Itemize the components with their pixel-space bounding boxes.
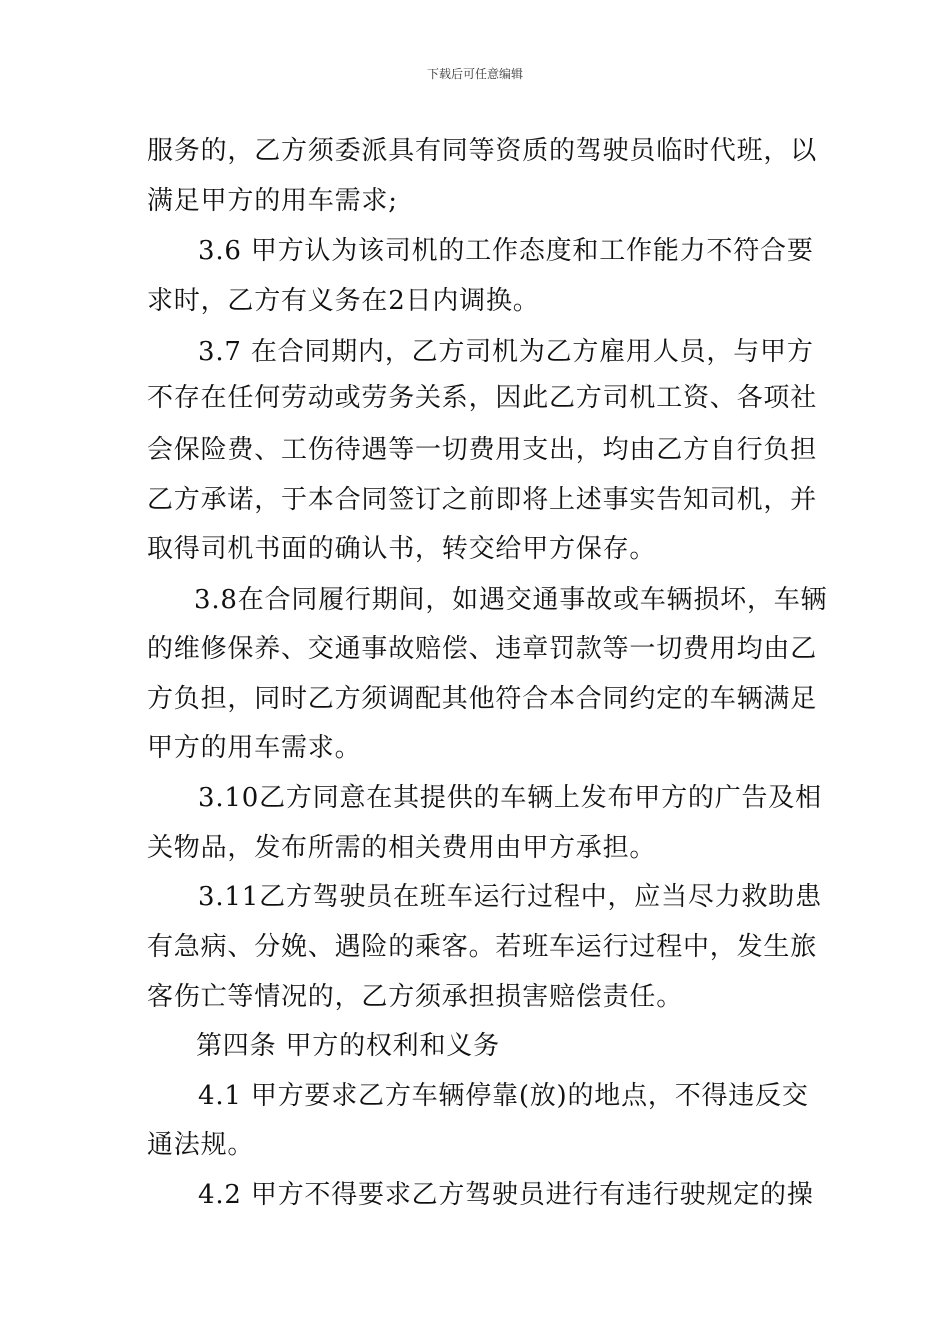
text-line: 不存在任何劳动或劳务关系，因此乙方司机工资、各项社: [147, 383, 818, 413]
text-line: 求时，乙方有义务在2日内调换。: [147, 286, 540, 316]
text-line: 的维修保养、交通事故赔偿、违章罚款等一切费用均由乙: [147, 634, 818, 664]
text-line: 客伤亡等情况的，乙方须承担损害赔偿责任。: [147, 982, 684, 1012]
text-line: 3.11乙方驾驶员在班车运行过程中，应当尽力救助患: [198, 882, 822, 912]
page-header: 下载后可任意编辑: [426, 67, 523, 81]
text-line: 取得司机书面的确认书，转交给甲方保存。: [147, 534, 657, 564]
text-line: 方负担，同时乙方须调配其他符合本合同约定的车辆满足: [147, 684, 818, 714]
text-line: 甲方的用车需求。: [147, 733, 362, 763]
text-line: 乙方承诺，于本合同签订之前即将上述事实告知司机，并: [147, 485, 818, 515]
text-line: 3.7 在合同期内，乙方司机为乙方雇用人员，与甲方: [198, 337, 814, 367]
text-line: 3.10乙方同意在其提供的车辆上发布甲方的广告及相: [198, 783, 822, 813]
text-line: 通法规。: [147, 1130, 255, 1160]
text-line: 有急病、分娩、遇险的乘客。若班车运行过程中，发生旅: [147, 932, 818, 962]
text-line: 4.1 甲方要求乙方车辆停靠(放)的地点，不得违反交: [198, 1081, 809, 1111]
text-line: 关物品，发布所需的相关费用由甲方承担。: [147, 833, 657, 863]
text-line: 4.2 甲方不得要求乙方驾驶员进行有违行驶规定的操: [198, 1180, 814, 1210]
text-line: 会保险费、工伤待遇等一切费用支出，均由乙方自行负担: [147, 435, 818, 465]
text-line: 服务的，乙方须委派具有同等资质的驾驶员临时代班，以: [147, 136, 818, 166]
text-line: 3.8在合同履行期间，如遇交通事故或车辆损坏，车辆: [194, 585, 828, 615]
text-line: 满足甲方的用车需求;: [147, 186, 398, 216]
section-heading: 第四条 甲方的权利和义务: [196, 1031, 500, 1061]
text-line: 3.6 甲方认为该司机的工作态度和工作能力不符合要: [198, 236, 814, 266]
